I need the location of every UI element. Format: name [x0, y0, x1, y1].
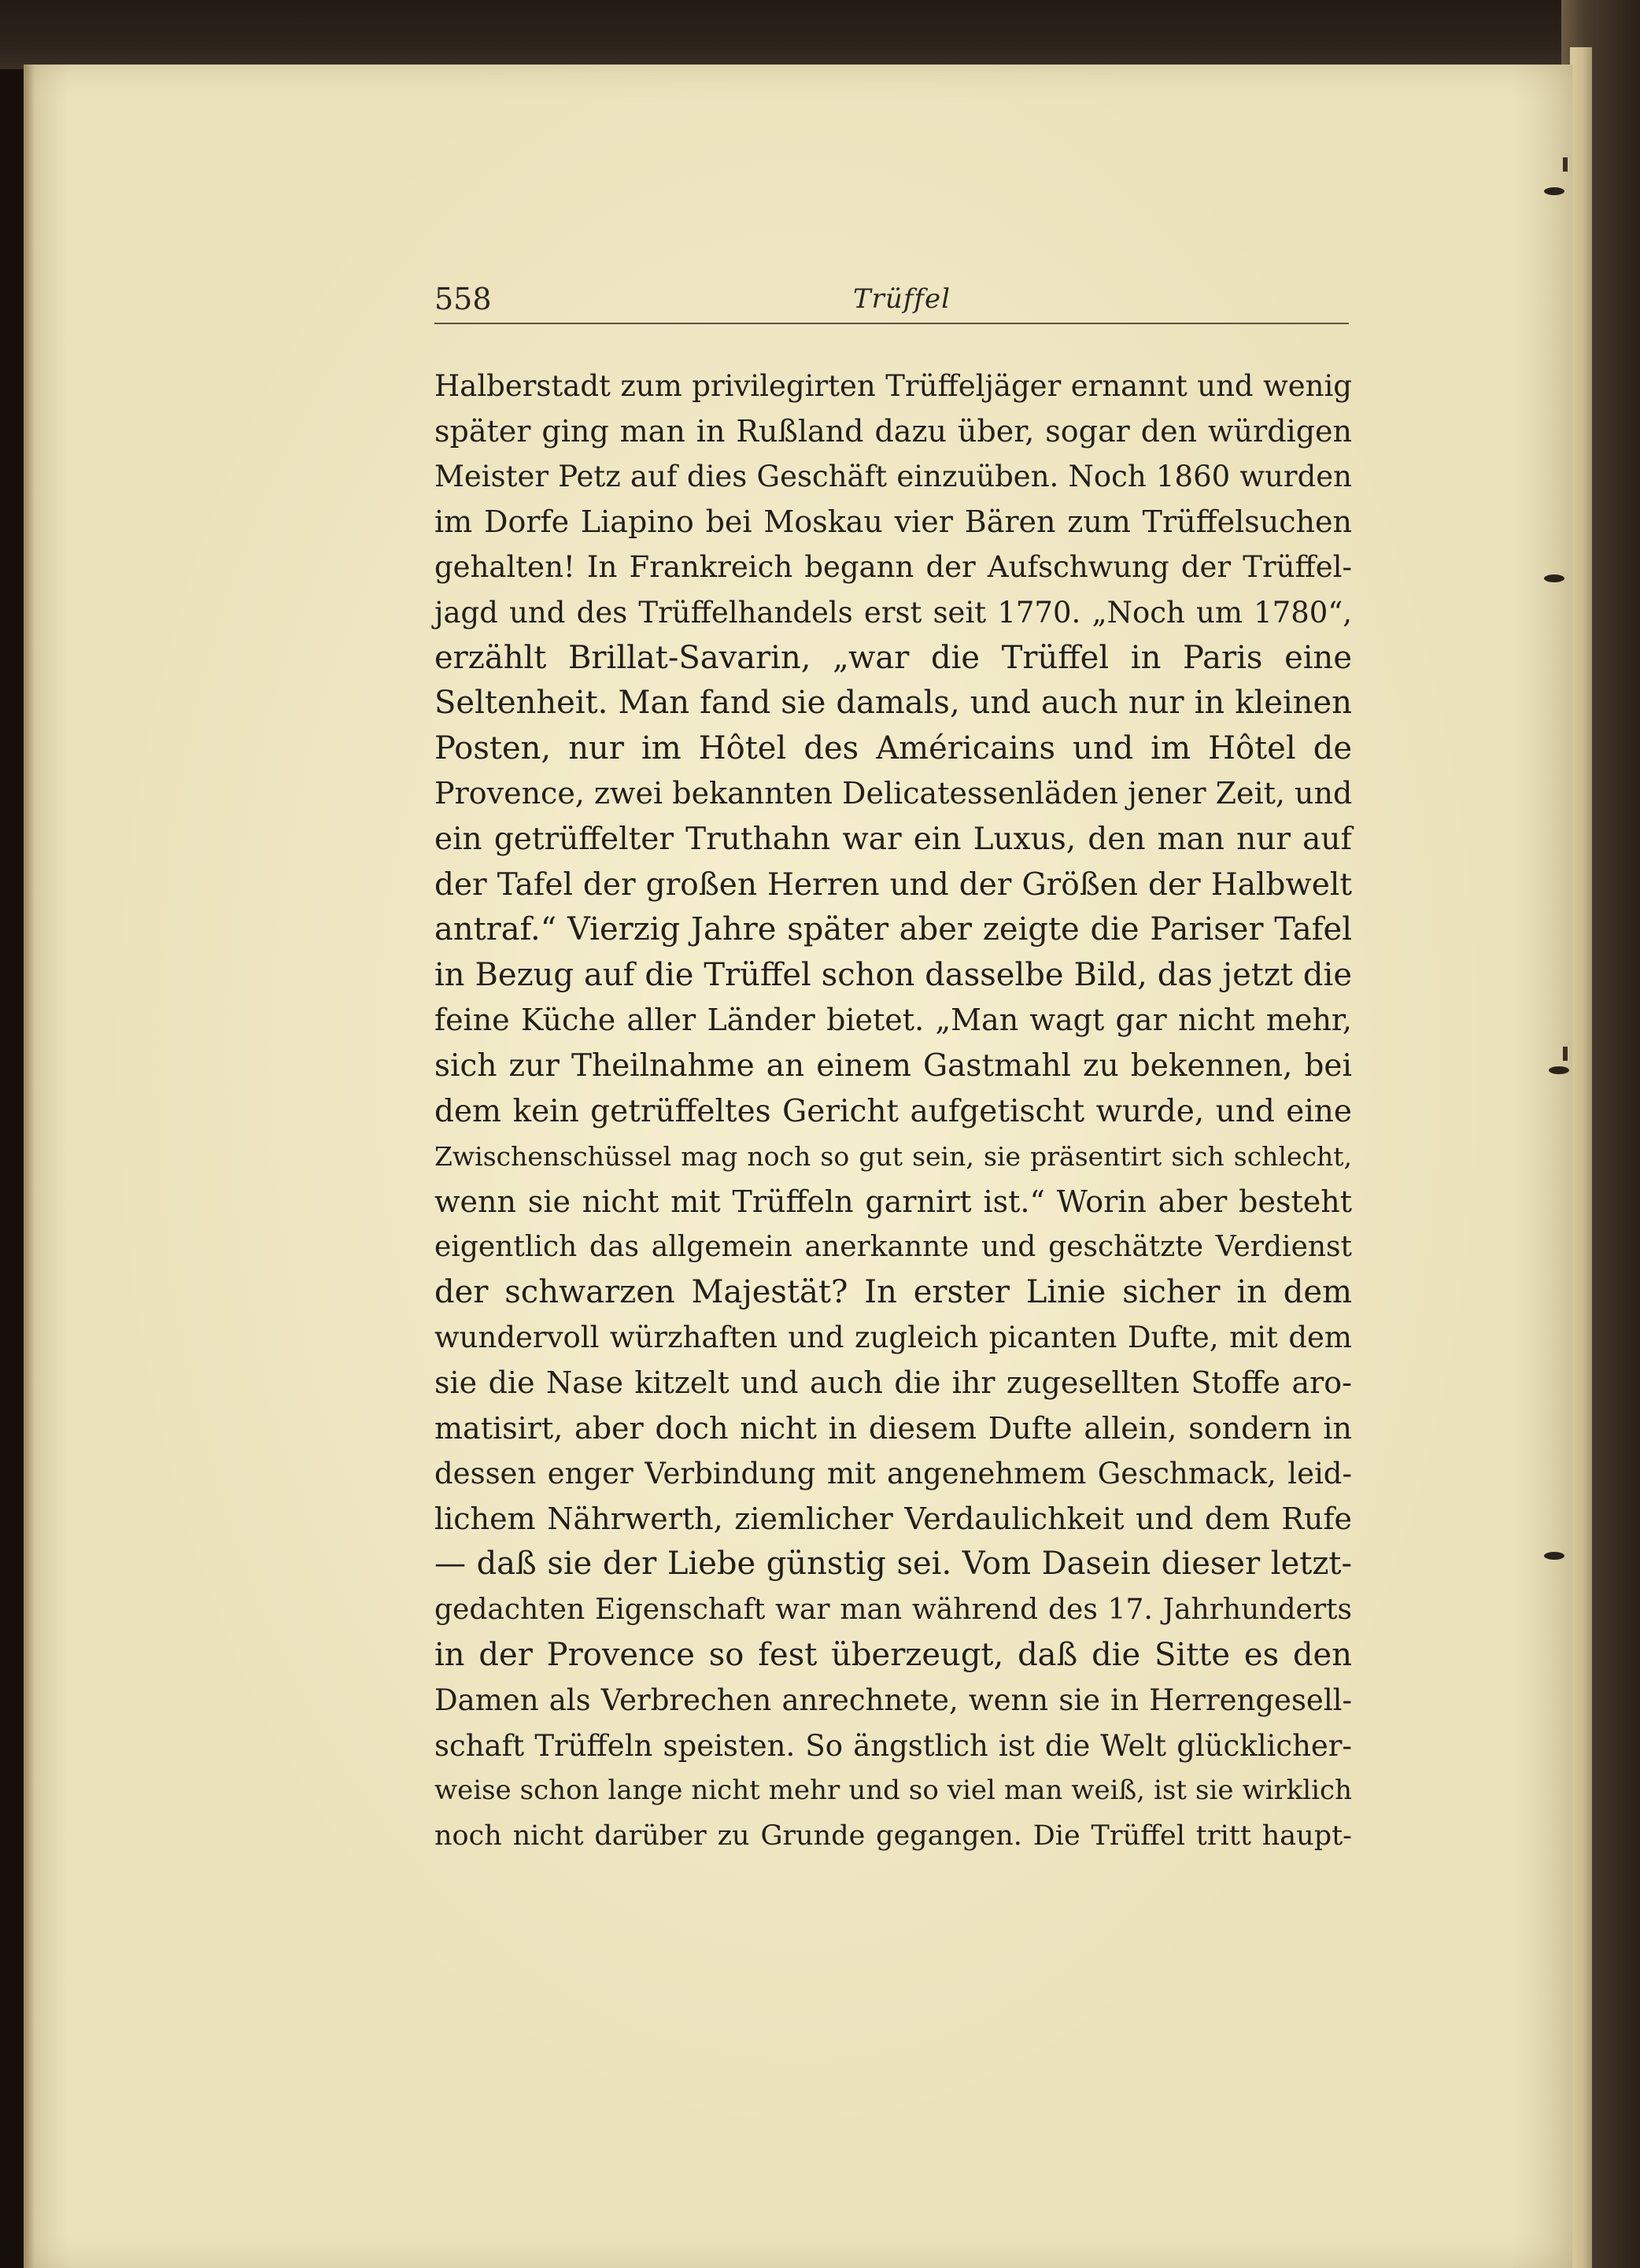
- text-line: gedachten Eigenschaft war man während des 17. Jahrhunderts: [434, 1594, 1352, 1627]
- text-line: Provence, zwei bekannten Delicatessenläden jener Zeit, und: [434, 776, 1353, 811]
- text-line: sie die Nase kitzelt und auch die ihr zugesellten Stoffe aro-: [434, 1365, 1352, 1401]
- text-line: erzählt Brillat-Savarin, „war die Trüffel in Paris eine: [434, 639, 1352, 676]
- page-number: 558: [434, 282, 492, 316]
- top-binding-edge: [0, 0, 1640, 69]
- text-line: im Dorfe Liapino bei Moskau vier Bären zum Trüffelsuchen: [434, 504, 1352, 539]
- text-line: Posten, nur im Hôtel des Américains und im Hôtel de: [434, 730, 1352, 766]
- binding-pin: [1563, 157, 1568, 172]
- text-line: wenn sie nicht mit Trüffeln garnirt ist.“ Worin aber besteht: [434, 1184, 1352, 1219]
- text-line: weise schon lange nicht mehr und so viel man weiß, ist sie wirklich: [434, 1775, 1352, 1807]
- body-text: [434, 364, 1352, 1860]
- text-line: Seltenheit. Man fand sie damals, und auch nur in kleinen: [434, 685, 1352, 722]
- text-line: — daß sie der Liebe günstig sei. Vom Dasein dieser letzt-: [434, 1546, 1352, 1583]
- text-line: der Tafel der großen Herren und der Größen der Halbwelt: [434, 866, 1352, 903]
- page-gutter-shadow: [24, 65, 35, 2268]
- adjacent-leaf-edge: [1570, 47, 1592, 2268]
- binding-mark: [1544, 574, 1564, 582]
- text-line: dessen enger Verbindung mit angenehmem Geschmack, leid-: [434, 1457, 1352, 1491]
- text-line: später ging man in Rußland dazu über, sogar den würdigen: [434, 413, 1352, 449]
- text-line: lichem Nährwerth, ziemlicher Verdaulichkeit und dem Rufe: [434, 1501, 1352, 1536]
- text-line: wundervoll würzhaften und zugleich picanten Dufte, mit dem: [434, 1321, 1352, 1355]
- running-head: Trüffel: [853, 283, 951, 315]
- text-line: in Bezug auf die Trüffel schon dasselbe Bild, das jetzt die: [434, 956, 1352, 993]
- binding-mark: [1544, 1552, 1564, 1560]
- binding-pin: [1563, 1047, 1568, 1061]
- text-line: feine Küche aller Länder bietet. „Man wagt gar nicht mehr,: [434, 1003, 1352, 1038]
- text-line: gehalten! In Frankreich begann der Aufschwung der Trüffel-: [434, 550, 1352, 585]
- text-line: noch nicht darüber zu Grunde gegangen. Die Trüffel tritt haupt-: [434, 1820, 1352, 1852]
- text-line: schaft Trüffeln speisten. So ängstlich ist die Welt glücklicher-: [434, 1728, 1352, 1763]
- text-line: Damen als Verbrechen anrechnete, wenn sie in Herrengesell-: [434, 1683, 1352, 1718]
- text-line: in der Provence so fest überzeugt, daß die Sitte es den: [434, 1636, 1352, 1673]
- text-line: eigentlich das allgemein anerkannte und geschätzte Verdienst: [434, 1231, 1352, 1264]
- text-line: Halberstadt zum privilegirten Trüffeljäger ernannt und wenig: [434, 369, 1352, 403]
- text-line: sich zur Theilnahme an einem Gastmahl zu bekennen, bei: [434, 1047, 1352, 1084]
- text-line: Zwischenschüssel mag noch so gut sein, sie präsentirt sich schlecht,: [434, 1141, 1352, 1173]
- text-line: ein getrüffelter Truthahn war ein Luxus, den man nur auf: [434, 821, 1352, 857]
- binding-mark: [1544, 187, 1564, 195]
- page-header: [434, 282, 1349, 324]
- text-line: Meister Petz auf dies Geschäft einzuüben. Noch 1860 wurden: [434, 460, 1352, 494]
- text-line: der schwarzen Majestät? In erster Linie sicher in dem: [434, 1273, 1352, 1310]
- text-line: jagd und des Trüffelhandels erst seit 1770. „Noch um 1780“,: [434, 595, 1352, 630]
- text-line: matisirt, aber doch nicht in diesem Dufte allein, sondern in: [434, 1410, 1352, 1446]
- text-line: antraf.“ Vierzig Jahre später aber zeigte die Pariser Tafel: [434, 911, 1352, 948]
- text-line: dem kein getrüffeltes Gericht aufgetischt wurde, und eine: [434, 1093, 1352, 1129]
- binding-mark: [1549, 1066, 1569, 1074]
